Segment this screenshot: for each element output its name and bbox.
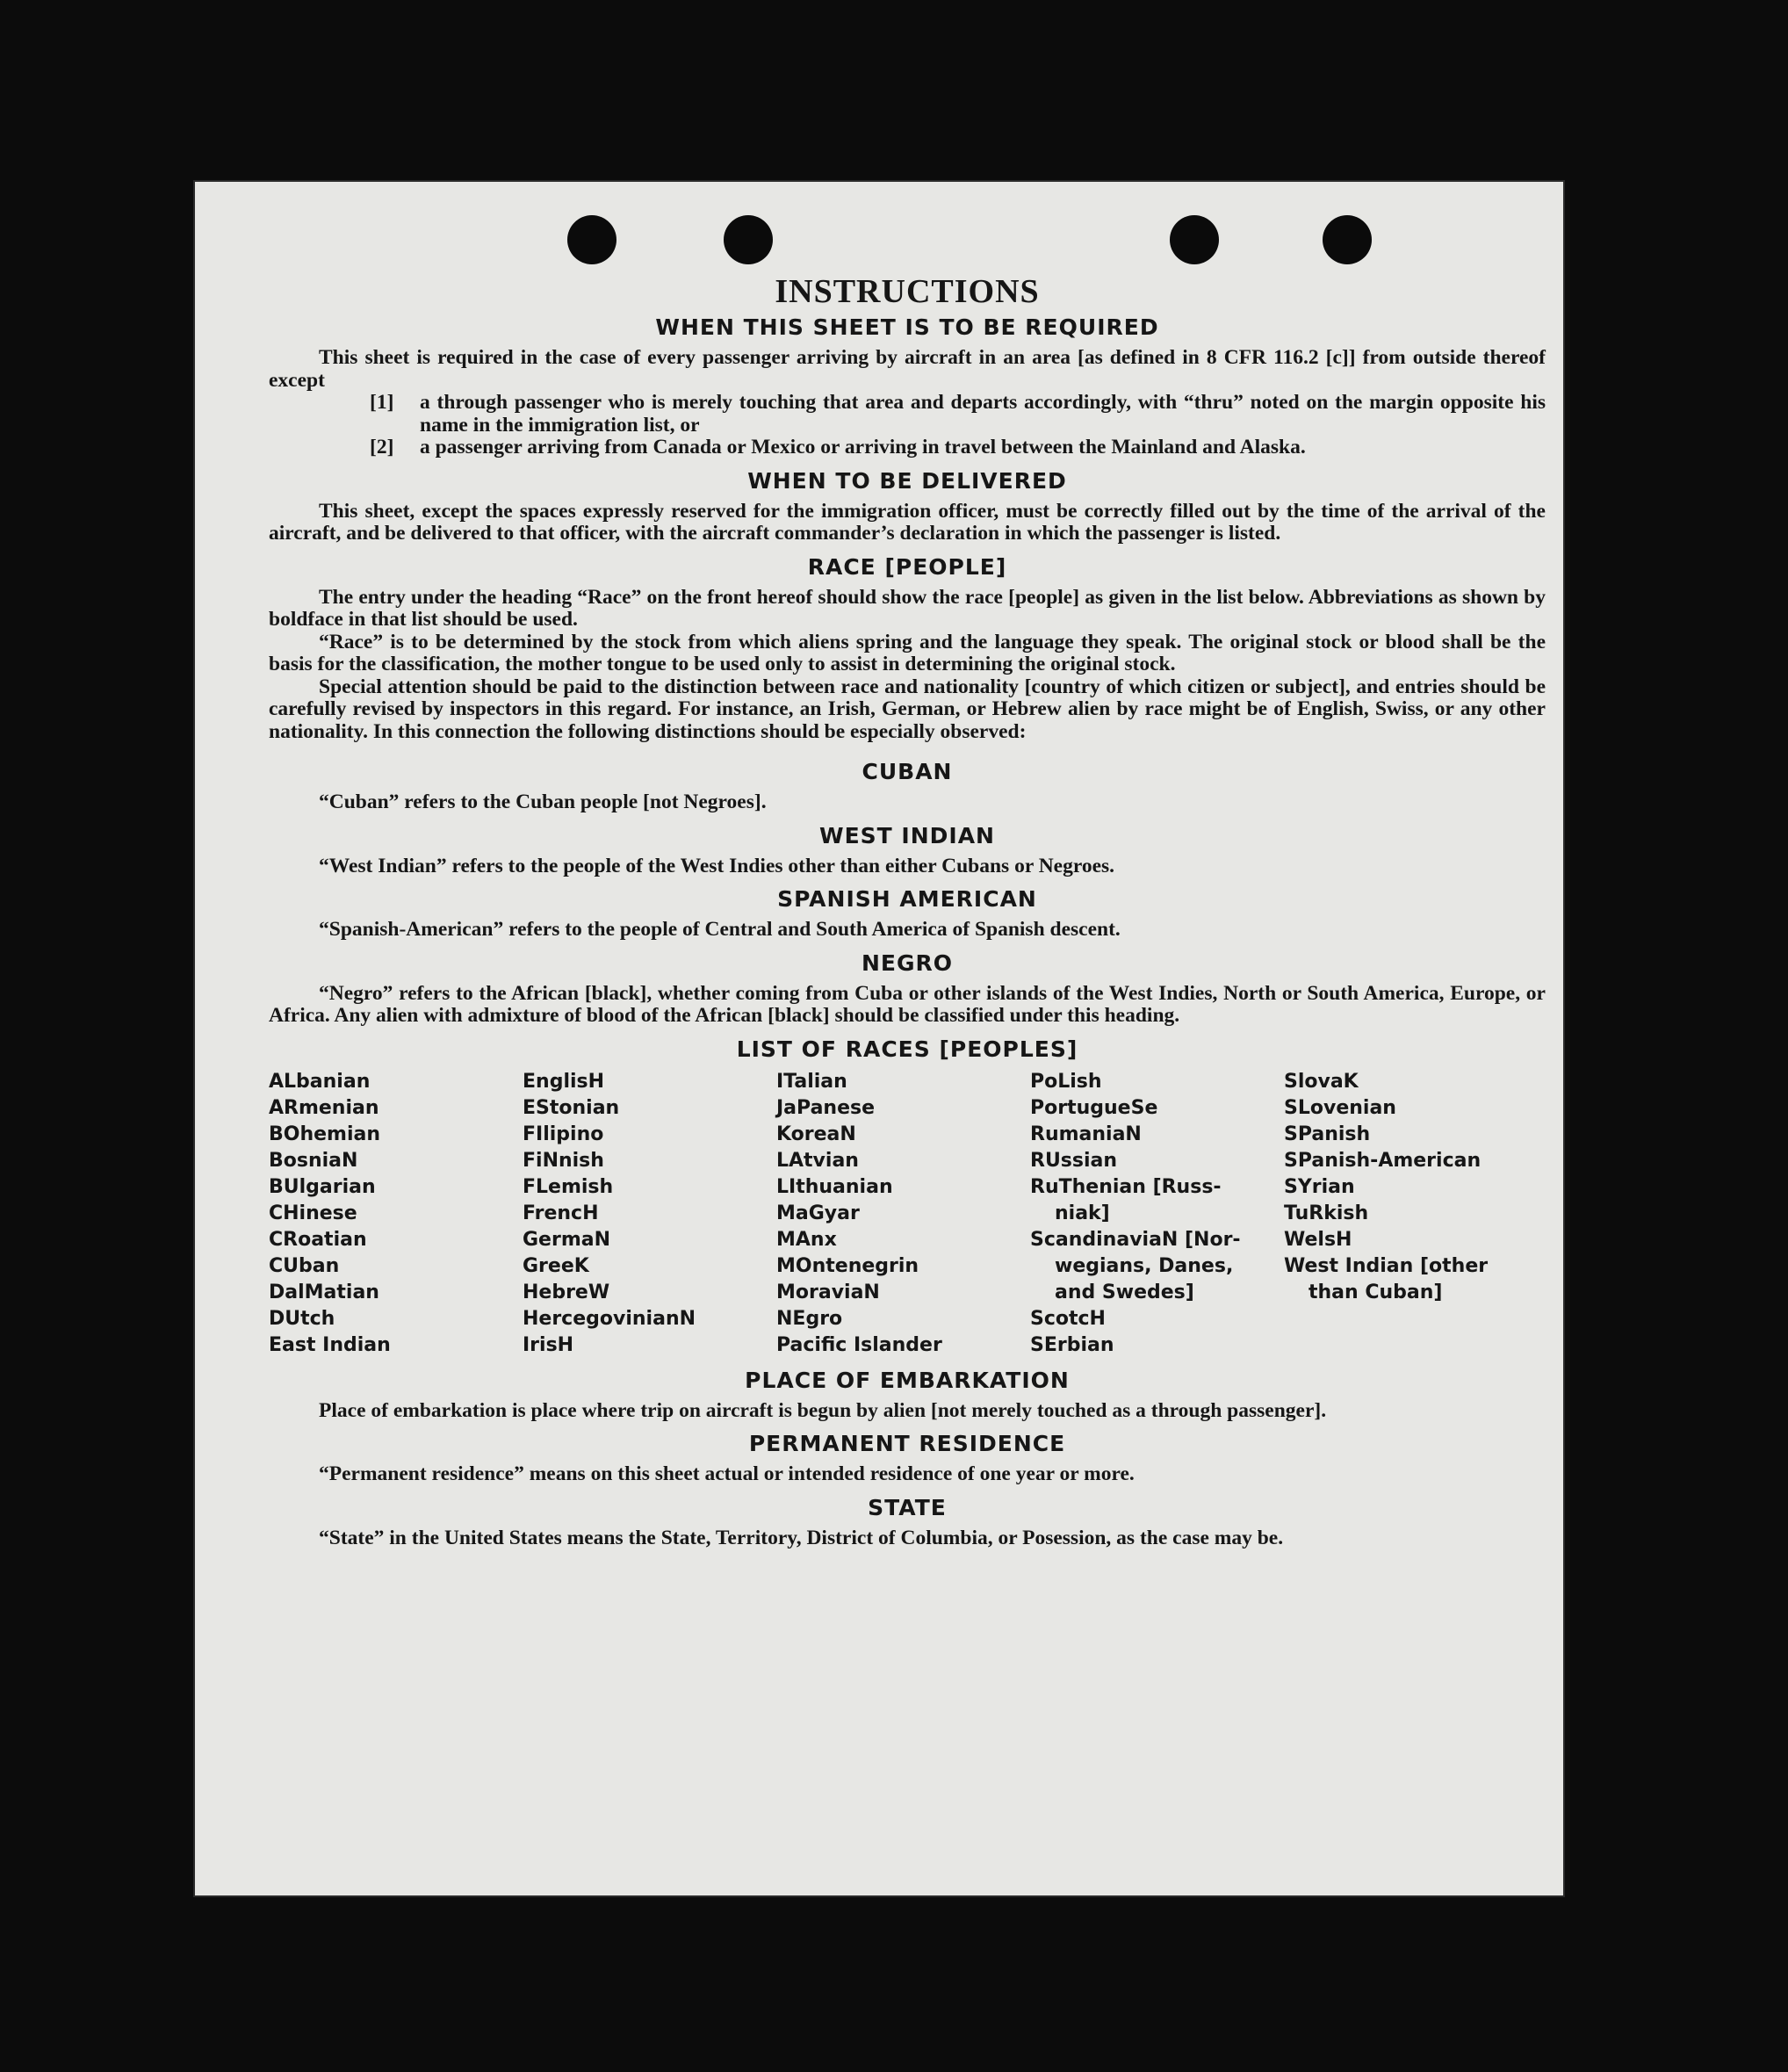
race-entry: LAtvian bbox=[776, 1149, 859, 1172]
race-entry: WelsH bbox=[1284, 1228, 1352, 1251]
race-entry: GreeK bbox=[523, 1254, 589, 1277]
item-text: a through passenger who is merely touching that area and departs accordingly, with “thru” noted on the margin opposite his name in the immigration list, or bbox=[420, 391, 1546, 437]
races-column bbox=[1284, 1069, 1538, 1359]
races-column bbox=[523, 1069, 776, 1359]
race-entry: RuThenian [Russ- bbox=[1030, 1175, 1222, 1198]
race-entry: FIlipino bbox=[523, 1123, 604, 1145]
race-entry-continuation: niak] bbox=[1055, 1202, 1110, 1224]
negro-text: “Negro” refers to the African [black], whether coming from Cuba or other islands of the West Indies, North or South America, Europe, or Africa. Any alien with admixture of blood of the African [black] should be classified under this heading. bbox=[269, 981, 1546, 1027]
heading-state: STATE bbox=[868, 1494, 947, 1520]
race-entry: MaGyar bbox=[776, 1202, 860, 1224]
residence-text: “Permanent residence” means on this sheet actual or intended residence of one year or more. bbox=[319, 1462, 1135, 1485]
race-entry: BUlgarian bbox=[269, 1175, 376, 1198]
race-entry: Pacific Islander bbox=[776, 1333, 942, 1356]
race-entry: PortugueSe bbox=[1030, 1096, 1158, 1119]
race-entry: GermaN bbox=[523, 1228, 611, 1251]
document-page bbox=[193, 180, 1565, 1897]
race-entry: East Indian bbox=[269, 1333, 391, 1356]
race-entry: SPanish-American bbox=[1284, 1149, 1482, 1172]
when-delivered-text: This sheet, except the spaces expressly reserved for the immigration officer, must be correctly filled out by the time of the arrival of the aircraft, and be delivered to that officer, with the aircraft commander’s declaration in which the passenger is listed. bbox=[269, 499, 1546, 545]
race-entry: JaPanese bbox=[776, 1096, 876, 1119]
punch-hole bbox=[1323, 215, 1372, 264]
race-entry: HebreW bbox=[523, 1281, 610, 1303]
page-title: INSTRUCTIONS bbox=[775, 273, 1040, 310]
race-entry: ScotcH bbox=[1030, 1307, 1106, 1330]
race-entry: PoLish bbox=[1030, 1070, 1102, 1093]
race-entry: ScandinaviaN [Nor- bbox=[1030, 1228, 1241, 1251]
embarkation-text: Place of embarkation is place where trip on aircraft is begun by alien [not merely touched as a through passenger]. bbox=[319, 1398, 1327, 1422]
race-entry: SPanish bbox=[1284, 1123, 1371, 1145]
heading-negro: NEGRO bbox=[861, 949, 954, 976]
race-entry: BOhemian bbox=[269, 1123, 381, 1145]
race-entry: MOntenegrin bbox=[776, 1254, 919, 1277]
race-entry: ITalian bbox=[776, 1070, 847, 1093]
race-entry-continuation: wegians, Danes, bbox=[1055, 1254, 1234, 1277]
races-column bbox=[1030, 1069, 1284, 1359]
race-entry: IrisH bbox=[523, 1333, 574, 1356]
item-marker: [2] bbox=[370, 436, 394, 458]
race-entry: HercegovinianN bbox=[523, 1307, 696, 1330]
race-entry: ARmenian bbox=[269, 1096, 379, 1119]
exception-item bbox=[370, 437, 1546, 459]
race-entry-continuation: than Cuban] bbox=[1309, 1281, 1443, 1303]
race-entry: MAnx bbox=[776, 1228, 837, 1251]
race-entry: NEgro bbox=[776, 1307, 843, 1330]
heading-when-required: WHEN THIS SHEET IS TO BE REQUIRED bbox=[655, 314, 1159, 340]
instructions-content bbox=[269, 272, 1546, 1549]
exception-item bbox=[370, 392, 1546, 437]
race-entry: RUssian bbox=[1030, 1149, 1118, 1172]
races-column bbox=[776, 1069, 1030, 1359]
item-text: a passenger arriving from Canada or Mexico or arriving in travel between the Mainland and Alaska. bbox=[420, 436, 1306, 458]
west-indian-text: “West Indian” refers to the people of the West Indies other than either Cubans or Negroes. bbox=[319, 854, 1115, 877]
race-entry-continuation: and Swedes] bbox=[1055, 1281, 1194, 1303]
heading-list-of-races: LIST OF RACES [PEOPLES] bbox=[736, 1036, 1078, 1062]
state-text: “State” in the United States means the State, Territory, District of Columbia, or Posession, as the case may be. bbox=[319, 1526, 1284, 1549]
punch-hole bbox=[724, 215, 773, 264]
when-required-intro: This sheet is required in the case of every passenger arriving by aircraft in an area [as defined in 8 CFR 116.2 [c]] from outside thereof except bbox=[269, 346, 1546, 392]
race-paragraph: The entry under the heading “Race” on the front hereof should show the race [people] as given in the list below. Abbreviations as shown by boldface in that list should be used. bbox=[269, 585, 1546, 631]
punch-hole bbox=[567, 215, 616, 264]
race-entry: SErbian bbox=[1030, 1333, 1114, 1356]
punch-hole bbox=[1170, 215, 1219, 264]
race-entry: EnglisH bbox=[523, 1070, 605, 1093]
race-entry: ALbanian bbox=[269, 1070, 371, 1093]
race-entry: West Indian [other bbox=[1284, 1254, 1489, 1277]
heading-embarkation: PLACE OF EMBARKATION bbox=[745, 1367, 1070, 1393]
item-marker: [1] bbox=[370, 391, 394, 414]
race-entry: DalMatian bbox=[269, 1281, 379, 1303]
race-entry: FLemish bbox=[523, 1175, 614, 1198]
race-entry: RumaniaN bbox=[1030, 1123, 1142, 1145]
race-paragraph: Special attention should be paid to the distinction between race and nationality [country of which citizen or subject], and entries should be carefully revised by inspectors in this regard. For instance, an Irish, German, or Hebrew alien by race might be of English, Swiss, or any other nationality. In this connection the following distinctions should be especially observed: bbox=[269, 675, 1546, 743]
races-list bbox=[269, 1069, 1546, 1359]
race-entry: TuRkish bbox=[1284, 1202, 1369, 1224]
race-entry: CUban bbox=[269, 1254, 340, 1277]
race-entry: LIthuanian bbox=[776, 1175, 893, 1198]
race-entry: SlovaK bbox=[1284, 1070, 1359, 1093]
cuban-text: “Cuban” refers to the Cuban people [not Negroes]. bbox=[319, 791, 767, 813]
heading-race: RACE [PEOPLE] bbox=[807, 553, 1007, 580]
race-entry: FiNnish bbox=[523, 1149, 604, 1172]
race-entry: CHinese bbox=[269, 1202, 357, 1224]
race-entry: DUtch bbox=[269, 1307, 335, 1330]
heading-cuban: CUBAN bbox=[862, 759, 953, 784]
heading-when-delivered: WHEN TO BE DELIVERED bbox=[747, 467, 1067, 494]
heading-permanent-residence: PERMANENT RESIDENCE bbox=[748, 1431, 1066, 1456]
heading-spanish-american: SPANISH AMERICAN bbox=[777, 886, 1037, 912]
race-entry: EStonian bbox=[523, 1096, 620, 1119]
race-entry: FrencH bbox=[523, 1202, 599, 1224]
race-entry: BosniaN bbox=[269, 1149, 358, 1172]
spanish-american-text: “Spanish-American” refers to the people of Central and South America of Spanish descent. bbox=[319, 918, 1121, 941]
race-entry: CRoatian bbox=[269, 1228, 367, 1251]
race-entry: KoreaN bbox=[776, 1123, 856, 1145]
races-column bbox=[269, 1069, 523, 1359]
race-entry: MoraviaN bbox=[776, 1281, 880, 1303]
race-entry: SLovenian bbox=[1284, 1096, 1396, 1119]
race-paragraph: “Race” is to be determined by the stock from which aliens spring and the language they speak. The original stock or blood shall be the basis for the classification, the mother tongue to be used only to assist in determining the original stock. bbox=[269, 630, 1546, 675]
race-entry: SYrian bbox=[1284, 1175, 1355, 1198]
heading-west-indian: WEST INDIAN bbox=[819, 822, 995, 848]
